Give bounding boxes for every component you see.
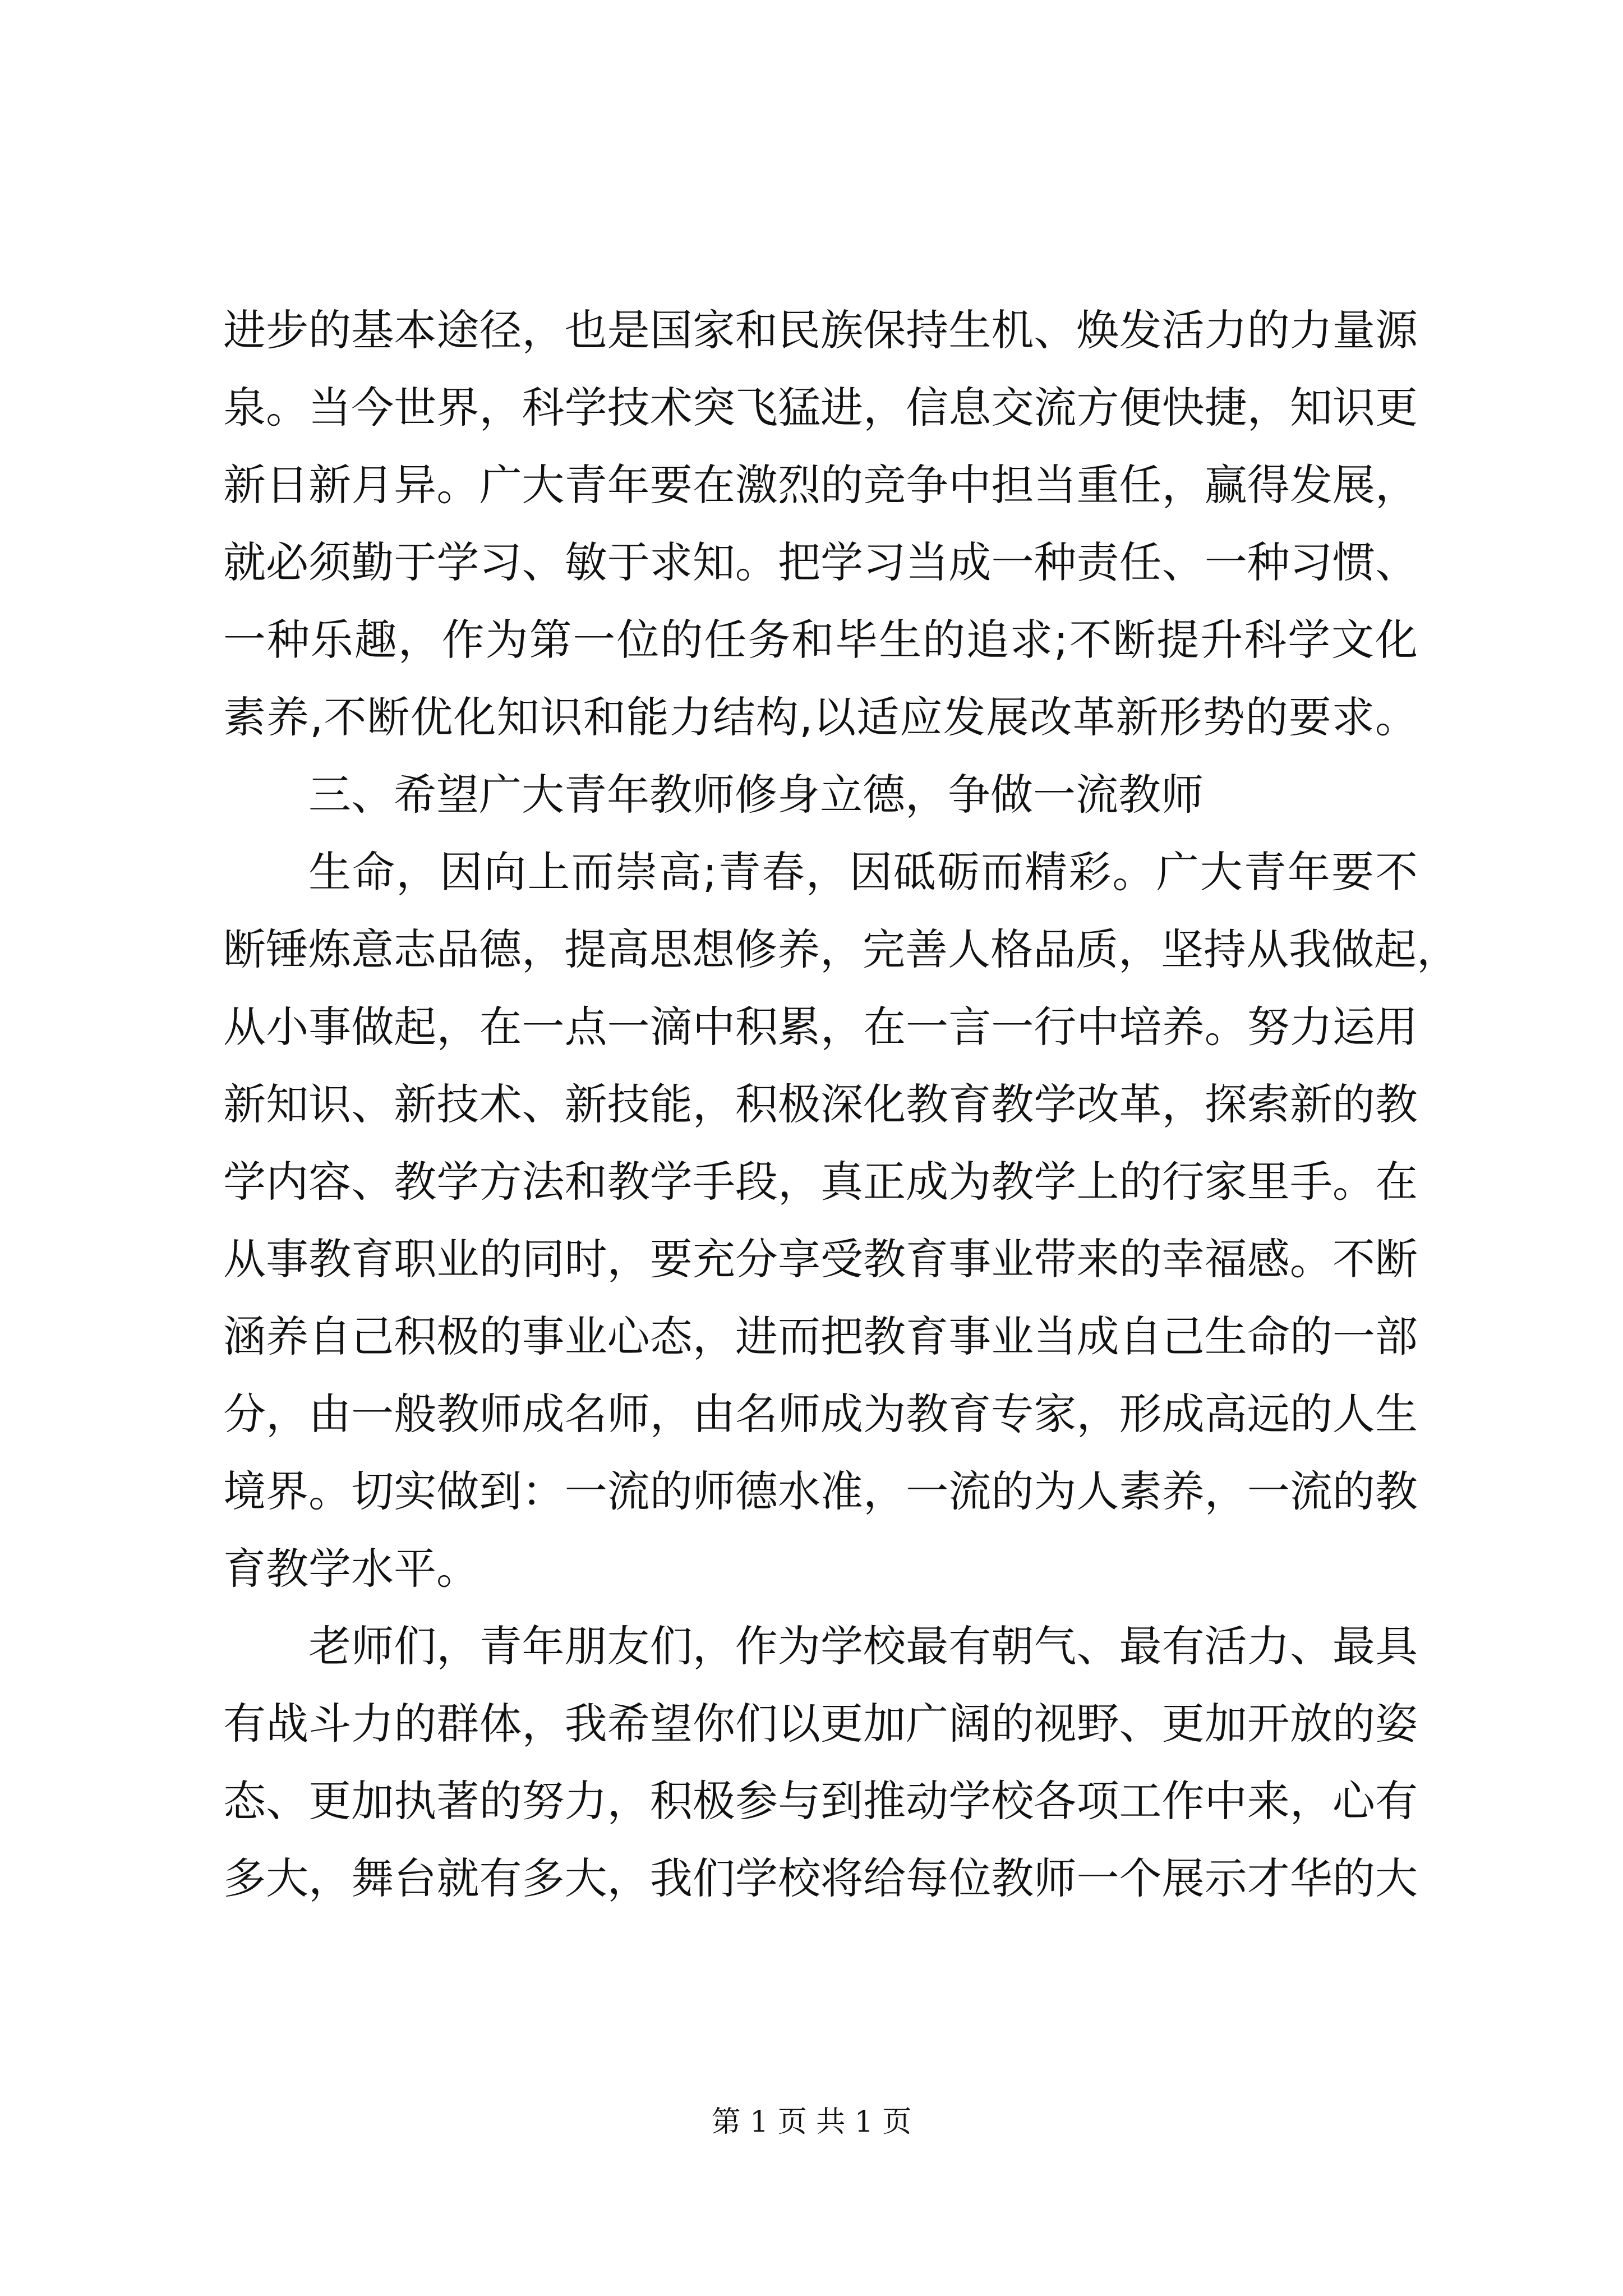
- text-line: 分，由一般教师成名师，由名师成为教育专家，形成高远的人生: [223, 1389, 1418, 1439]
- text-line: 涵养自己积极的事业心态，进而把教育事业当成自己生命的一部: [223, 1312, 1418, 1361]
- text-line: 从小事做起，在一点一滴中积累，在一言一行中培养。努力运用: [223, 1002, 1418, 1052]
- text-line: 从事教育职业的同时，要充分享受教育事业带来的幸福感。不断: [223, 1234, 1418, 1284]
- text-line: 进步的基本途径，也是国家和民族保持生机、焕发活力的力量源: [223, 305, 1418, 355]
- text-line: 新日新月异。广大青年要在激烈的竞争中担当重任，赢得发展，: [223, 460, 1418, 510]
- text-line: 一种乐趣，作为第一位的任务和毕生的追求;不断提升科学文化: [223, 615, 1418, 665]
- body-text: [223, 292, 1459, 1917]
- section-heading: 三、希望广大青年教师修身立德，争做一流教师: [308, 770, 1204, 820]
- text-line: 就必须勤于学习、敏于求知。把学习当成一种责任、一种习惯、: [223, 537, 1418, 587]
- text-line: 泉。当今世界，科学技术突飞猛进，信息交流方便快捷，知识更: [223, 383, 1418, 432]
- text-line: 态、更加执著的努力，积极参与到推动学校各项工作中来，心有: [223, 1776, 1418, 1826]
- text-line: 断锤炼意志品德，提高思想修养，完善人格品质，坚持从我做起，: [223, 924, 1459, 974]
- text-line: 素养,不断优化知识和能力结构,以适应发展改革新形势的要求。: [223, 692, 1418, 742]
- text-line: 境界。切实做到：一流的师德水准，一流的为人素养，一流的教: [223, 1466, 1418, 1516]
- page-footer: 第 1 页 共 1 页: [711, 2105, 912, 2139]
- text-line: 老师们，青年朋友们，作为学校最有朝气、最有活力、最具: [308, 1621, 1418, 1671]
- text-line: 新知识、新技术、新技能，积极深化教育教学改革，探索新的教: [223, 1079, 1418, 1129]
- text-line: 生命，因向上而崇高;青春，因砥砺而精彩。广大青年要不: [308, 847, 1418, 897]
- text-line: 学内容、教学方法和教学手段，真正成为教学上的行家里手。在: [223, 1157, 1418, 1207]
- text-line: 多大，舞台就有多大，我们学校将给每位教师一个展示才华的大: [223, 1853, 1418, 1903]
- text-line: 有战斗力的群体，我希望你们以更加广阔的视野、更加开放的姿: [223, 1699, 1418, 1749]
- text-line: 育教学水平。: [223, 1544, 479, 1594]
